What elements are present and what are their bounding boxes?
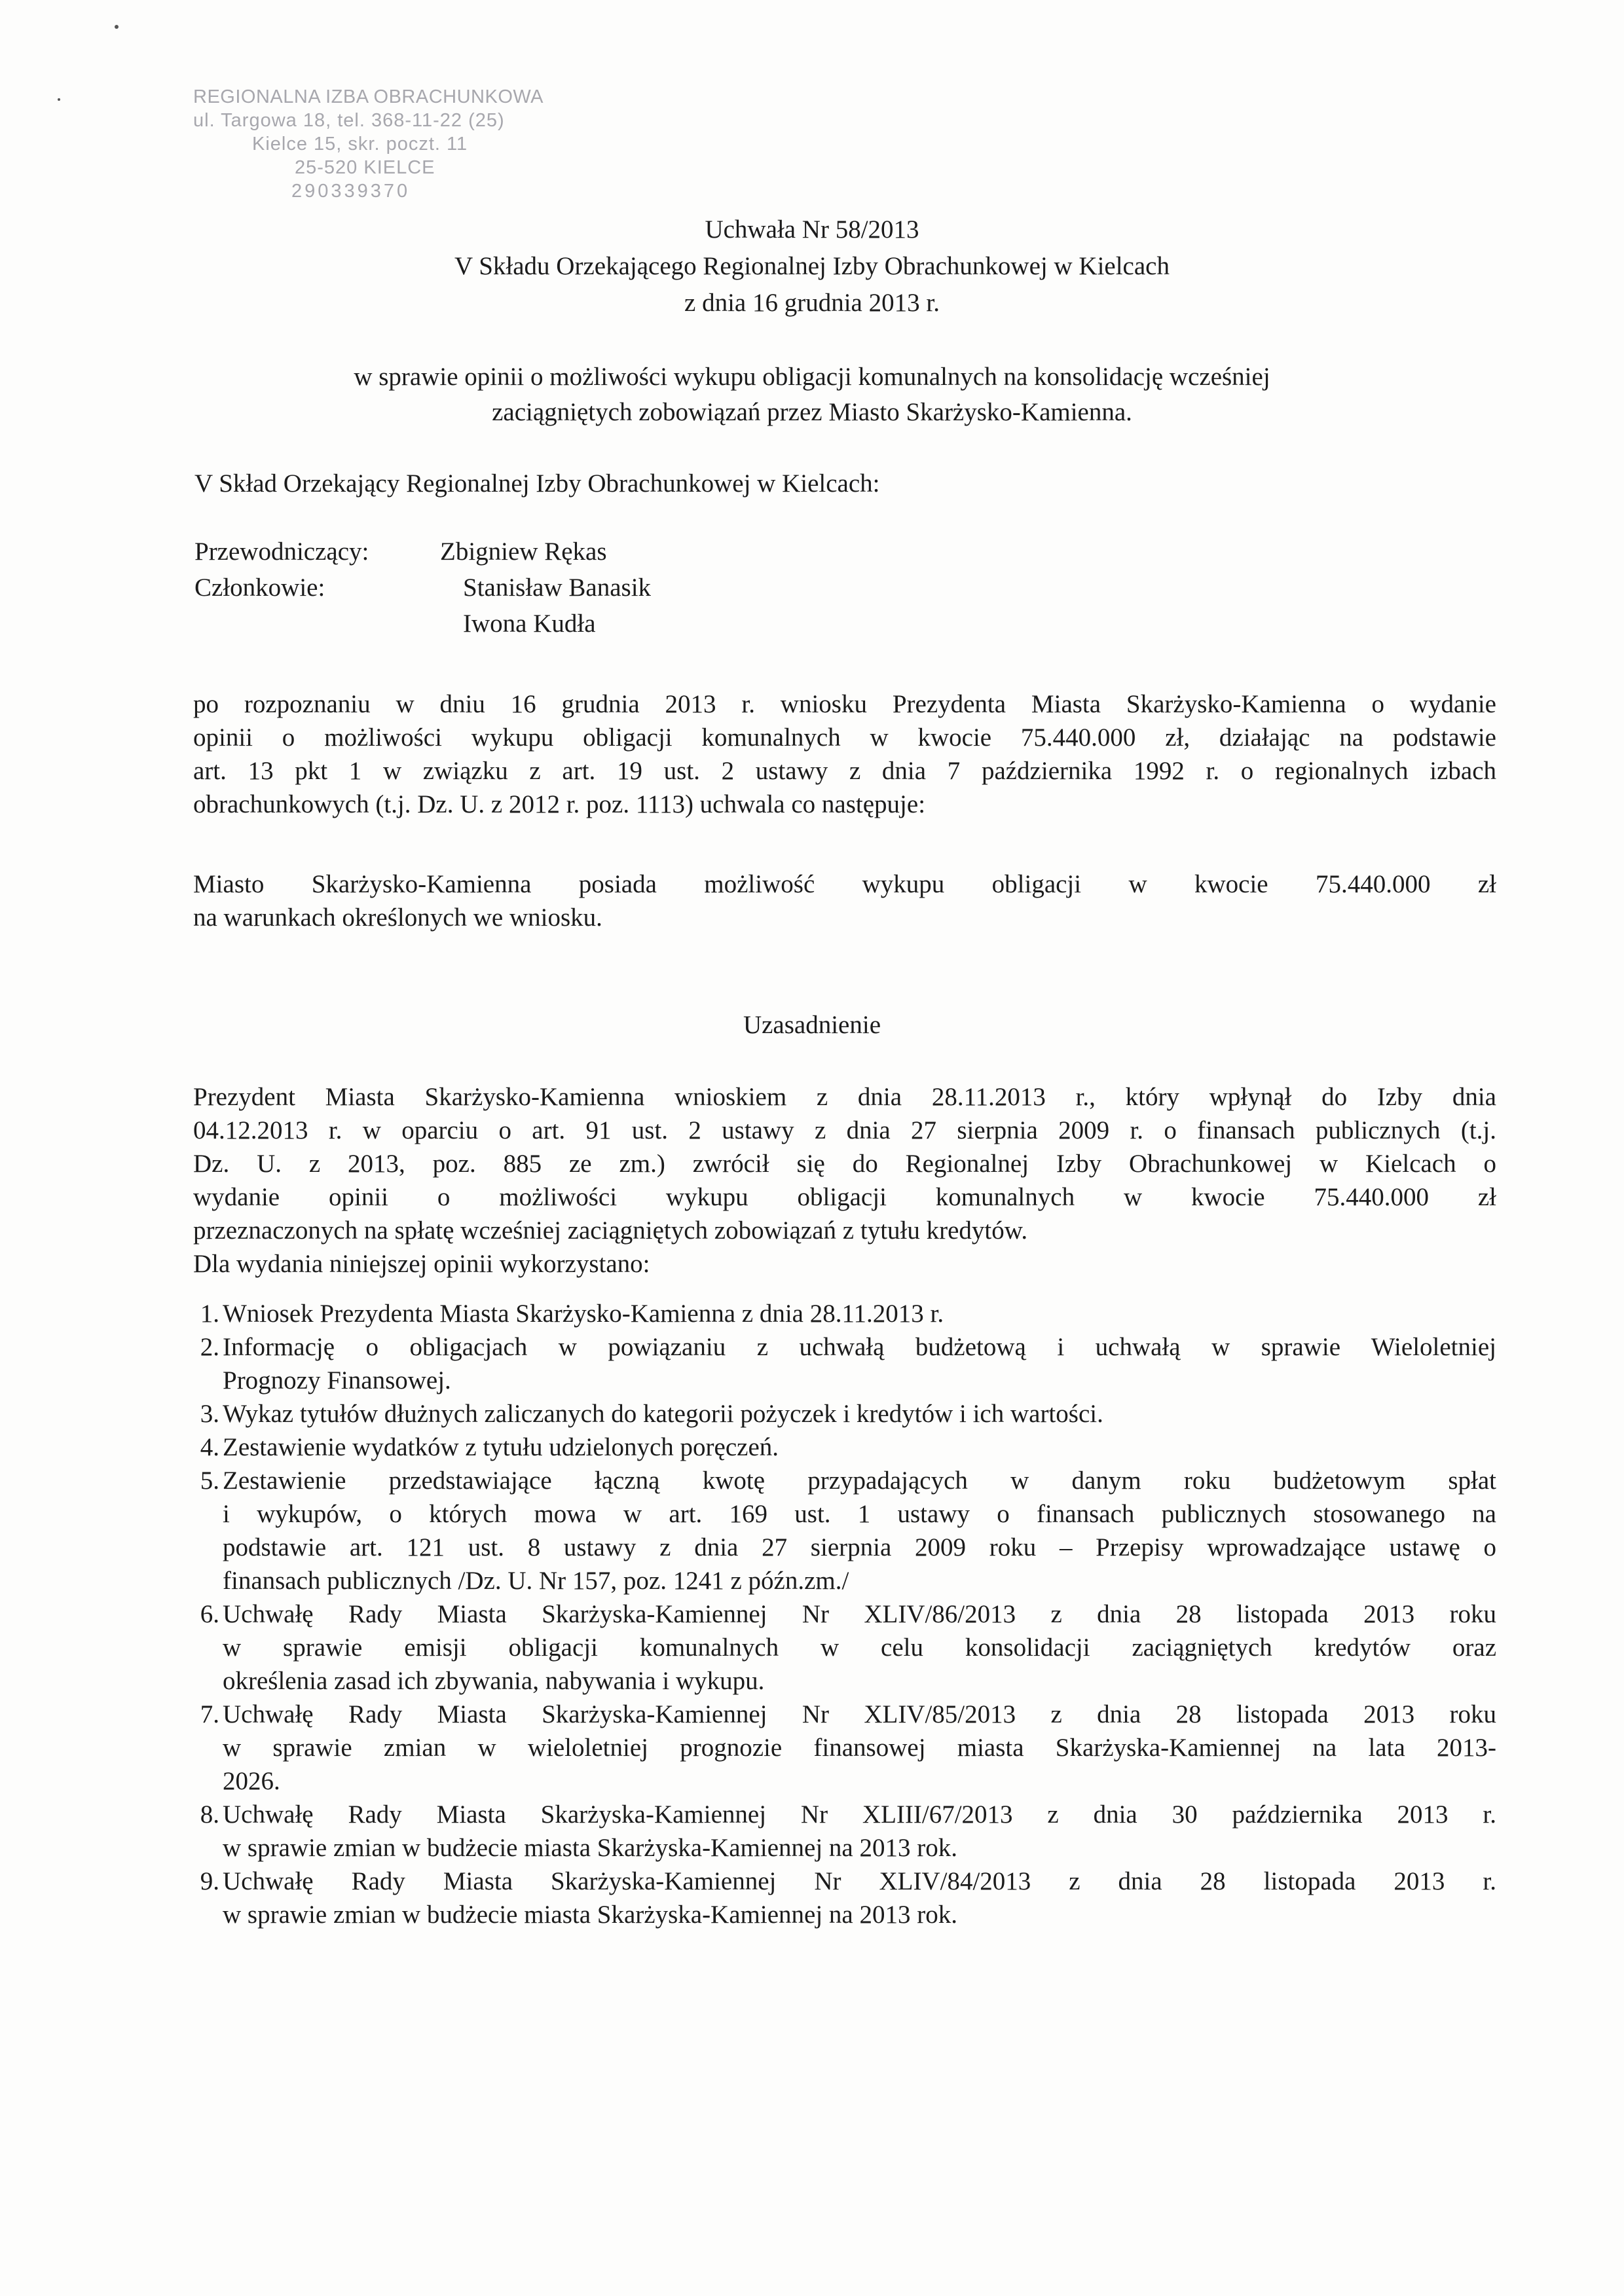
subject-line: zaciągniętych zobowiązań przez Miasto Skarżysko-Kamienna. [492, 398, 1132, 426]
panel-composition [194, 534, 651, 642]
paragraph-line: po rozpoznaniu w dniu 16 grudnia 2013 r. wniosku Prezydenta Miasta Skarżysko-Kamienna o wydanie [193, 690, 1496, 718]
list-item: 9. Uchwałę Rady Miasta Skarżyska-Kamiennej Nr XLIV/84/2013 z dnia 28 listopada 2013 r. w sprawie zmian w budżecie miasta Skarżyska-Kamiennej na 2013 rok. [200, 1867, 1496, 1929]
list-item: 6. Uchwałę Rady Miasta Skarżyska-Kamiennej Nr XLIV/86/2013 z dnia 28 listopada 2013 roku w sprawie emisji obligacji komunalnych w celu konsolidacji zaciągniętych kredytów oraz określenia zasad ich zbywania, nabywania i wykupu. [200, 1600, 1496, 1695]
sources-list [183, 1297, 1496, 1931]
decision-paragraph [193, 687, 1496, 821]
list-item: 3. Wykaz tytułów dłużnych zaliczanych do kategorii pożyczek i kredytów i ich wartości. [200, 1400, 1103, 1428]
chair-name: Zbigniew Rękas [440, 538, 607, 566]
resolution-body: V Składu Orzekającego Regionalnej Izby Obrachunkowej w Kielcach [454, 252, 1170, 280]
member-name: Iwona Kudła [463, 610, 596, 638]
paragraph-line: obrachunkowych (t.j. Dz. U. z 2012 r. poz. 1113) uchwala co następuje: [193, 790, 926, 818]
scan-speck [115, 25, 119, 29]
decision-statement [193, 867, 1496, 934]
list-item: 1. Wniosek Prezydenta Miasta Skarżysko-Kamienna z dnia 28.11.2013 r. [200, 1300, 944, 1328]
resolution-number: Uchwała Nr 58/2013 [705, 215, 919, 244]
paragraph-line: opinii o możliwości wykupu obligacji komunalnych w kwocie 75.440.000 zł, działając na podstawie [193, 723, 1496, 752]
resolution-date: z dnia 16 grudnia 2013 r. [684, 289, 940, 317]
paragraph-line: Dz. U. z 2013, poz. 885 ze zm.) zwrócił się do Regionalnej Izby Obrachunkowej w Kielcach o [193, 1150, 1496, 1178]
subject-line: w sprawie opinii o możliwości wykupu obligacji komunalnych na konsolidację wcześniej [354, 363, 1270, 391]
paragraph-line: wydanie opinii o możliwości wykupu obligacji komunalnych w kwocie 75.440.000 zł [193, 1183, 1496, 1211]
list-item: 4. Zestawienie wydatków z tytułu udzielonych poręczeń. [200, 1433, 779, 1461]
member-name: Stanisław Banasik [463, 574, 652, 602]
stamp-line: REGIONALNA IZBA OBRACHUNKOWA [193, 86, 544, 107]
list-item: 7. Uchwałę Rady Miasta Skarżyska-Kamiennej Nr XLIV/85/2013 z dnia 28 listopada 2013 roku w sprawie zmian w wieloletniej prognozie finansowej miasta Skarżyska-Kamiennej na lata 2013- 2026. [200, 1700, 1496, 1795]
office-stamp [187, 85, 580, 203]
members-role: Członkowie: [194, 574, 325, 602]
list-item: 2. Informację o obligacjach w powiązaniu z uchwałą budżetową i uchwałą w sprawie Wieloletniej Prognozy Finansowej. [200, 1333, 1496, 1394]
justification-paragraph [193, 1080, 1496, 1281]
stamp-line: ul. Targowa 18, tel. 368-11-22 (25) [193, 110, 505, 131]
chair-role: Przewodniczący: [194, 538, 369, 566]
list-item: 5. Zestawienie przedstawiające łączną kwotę przypadających w danym roku budżetowym spłat i wykupów, o których mowa w art. 169 ust. 1 ustawy o finansach publicznych stosowanego na podstawie art. 121 ust. 8 ustawy z dnia 27 sierpnia 2009 roku – Przepisy wprowadzające ustawę o finansach publicznych /Dz. U. Nr 157, poz. 1241 z późn.zm./ [200, 1467, 1496, 1595]
paragraph-line: art. 13 pkt 1 w związku z art. 19 ust. 2 ustawy z dnia 7 października 1992 r. o regionalnych izbach [193, 757, 1496, 785]
paragraph-line: Miasto Skarżysko-Kamienna posiada możliwość wykupu obligacji w kwocie 75.440.000 zł [193, 870, 1496, 898]
stamp-line: Kielce 15, skr. poczt. 11 [252, 134, 468, 155]
paragraph-line: Dla wydania niniejszej opinii wykorzystano: [193, 1250, 650, 1278]
paragraph-line: przeznaczonych na spłatę wcześniej zaciągniętych zobowiązań z tytułu kredytów. [193, 1216, 1028, 1245]
list-item: 8. Uchwałę Rady Miasta Skarżyska-Kamiennej Nr XLIII/67/2013 z dnia 30 października 2013 r. w sprawie zmian w budżecie miasta Skarżyska-Kamiennej na 2013 rok. [200, 1800, 1496, 1862]
paragraph-line: na warunkach określonych we wniosku. [193, 903, 602, 932]
stamp-line: 290339370 [291, 181, 411, 202]
panel-intro: V Skład Orzekający Regionalnej Izby Obrachunkowej w Kielcach: [194, 469, 880, 498]
paragraph-line: Prezydent Miasta Skarżysko-Kamienna wnioskiem z dnia 28.11.2013 r., który wpłynął do Izby dnia [193, 1083, 1496, 1111]
justification-title: Uzasadnienie [743, 1011, 881, 1039]
stamp-line: 25-520 KIELCE [295, 157, 435, 178]
paragraph-line: 04.12.2013 r. w oparciu o art. 91 ust. 2 ustawy z dnia 27 sierpnia 2009 r. o finansach publicznych (t.j. [193, 1116, 1496, 1144]
scan-speck [58, 98, 60, 101]
